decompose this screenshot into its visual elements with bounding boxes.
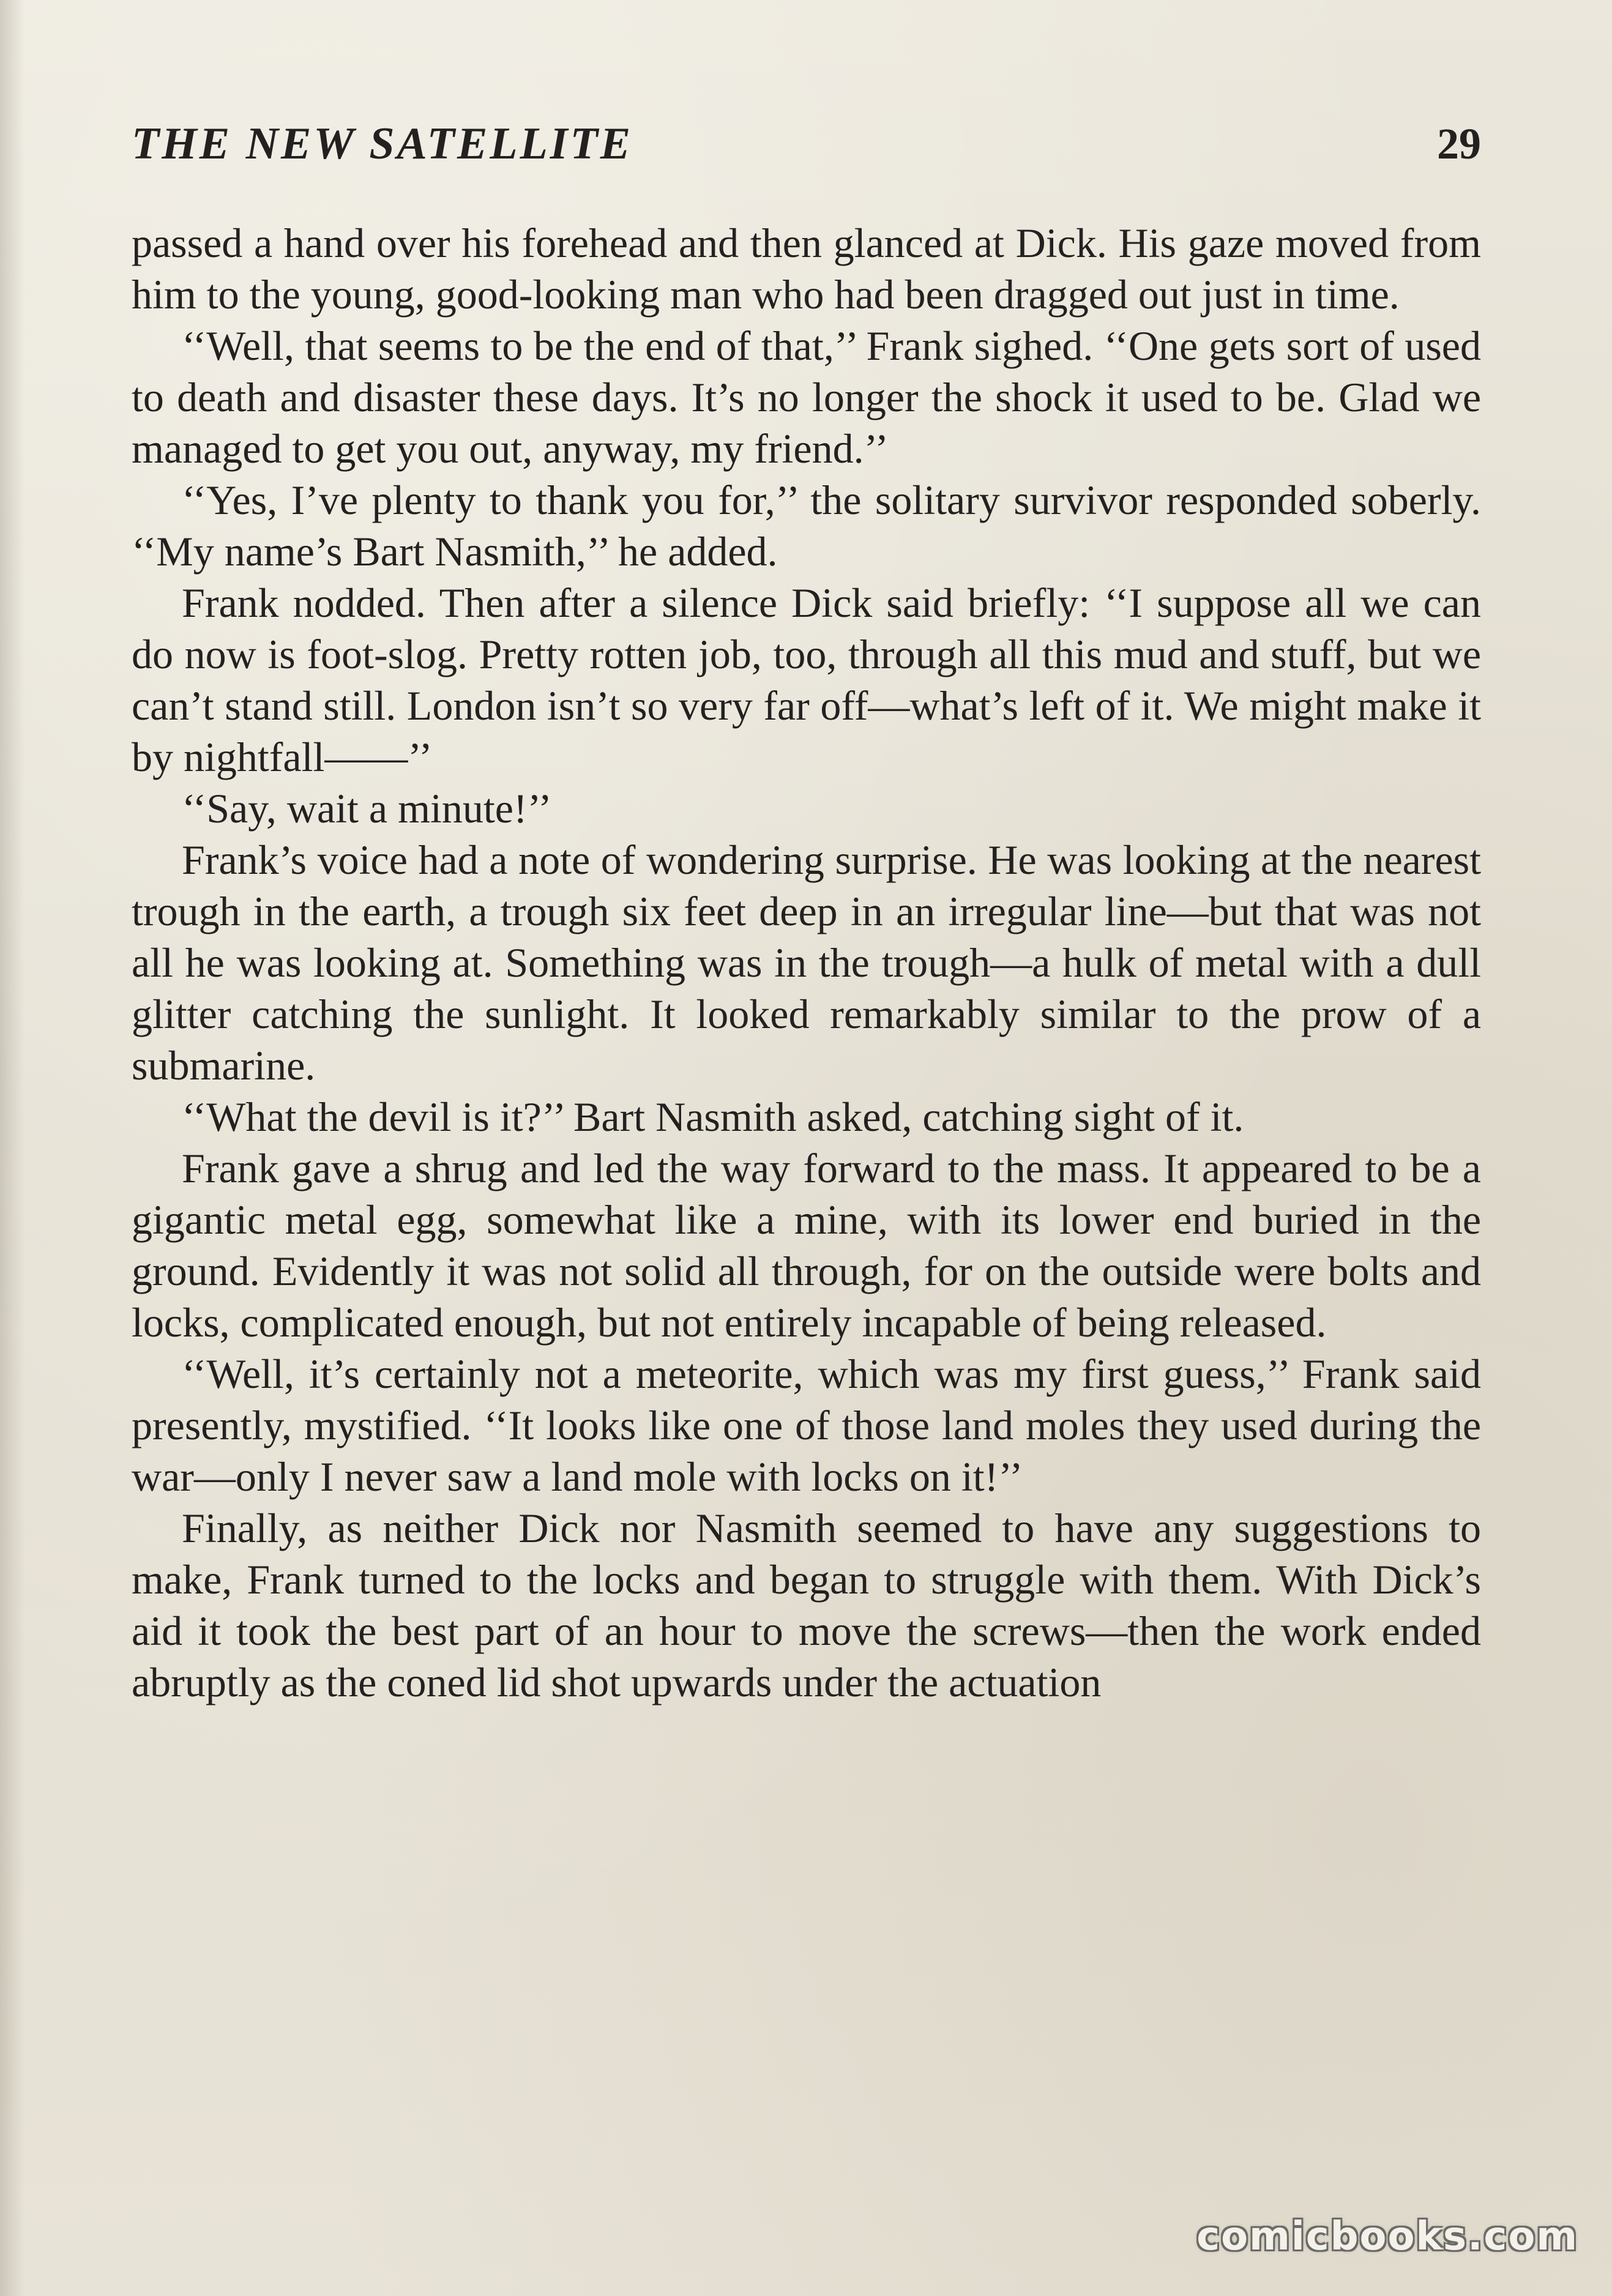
paragraph-3: ‘‘Yes, I’ve plenty to thank you for,’’ the solitary survivor responded soberly. ‘‘My name’s Bart Nasmith,’’ he added. [132,477,1481,575]
paragraph-1: passed a hand over his forehead and then glanced at Dick. His gaze moved from him to the young, good-looking man who had been dragged out just in time. [132,220,1481,318]
running-title: THE NEW SATELLITE [132,119,633,169]
paragraph-8: Frank gave a shrug and led the way forward to the mass. It appeared to be a gigantic metal egg, somewhat like a mine, with its lower end buried in the ground. Evidently it was not solid all through, for on the outside were bolts and locks, complicated enough, but not entirely incapable of being released. [132,1145,1481,1346]
spine-shadow [0,0,24,2296]
page-number: 29 [1437,119,1481,168]
running-head [132,113,1481,174]
paragraph-10: Finally, as neither Dick nor Nasmith seemed to have any suggestions to make, Frank turned to the locks and began to struggle with them. With Dick’s aid it took the best part of an hour to move the screws—then the work ended abruptly as the coned lid shot upwards under the actuation [132,1505,1481,1705]
paragraph-7: ‘‘What the devil is it?’’ Bart Nasmith asked, catching sight of it. [182,1094,1244,1140]
body-text [132,217,1481,1708]
watermark: comicbooks.com [1196,2214,1578,2259]
paragraph-5: ‘‘Say, wait a minute!’’ [182,785,552,832]
paragraph-4: Frank nodded. Then after a silence Dick said briefly: ‘‘I suppose all we can do now is foot-slog. Pretty rotten job, too, through all this mud and stuff, but we can’t stand still. London isn’t so very far off—what’s left of it. We might make it by nightfall——’’ [132,580,1481,780]
paragraph-6: Frank’s voice had a note of wondering surprise. He was looking at the nearest trough in the earth, a trough six feet deep in an irregular line—but that was not all he was looking at. Something was in the trough—a hulk of metal with a dull glitter catching the sunlight. It looked remarkably similar to the prow of a submarine. [132,837,1481,1089]
paragraph-9: ‘‘Well, it’s certainly not a meteorite, which was my first guess,’’ Frank said presently, mystified. ‘‘It looks like one of those land moles they used during the war—only I never saw a land mole with locks on it!’’ [132,1351,1481,1500]
paragraph-2: ‘‘Well, that seems to be the end of that,’’ Frank sighed. ‘‘One gets sort of used to death and disaster these days. It’s no longer the shock it used to be. Glad we managed to get you out, anyway, my friend.’’ [132,322,1481,472]
